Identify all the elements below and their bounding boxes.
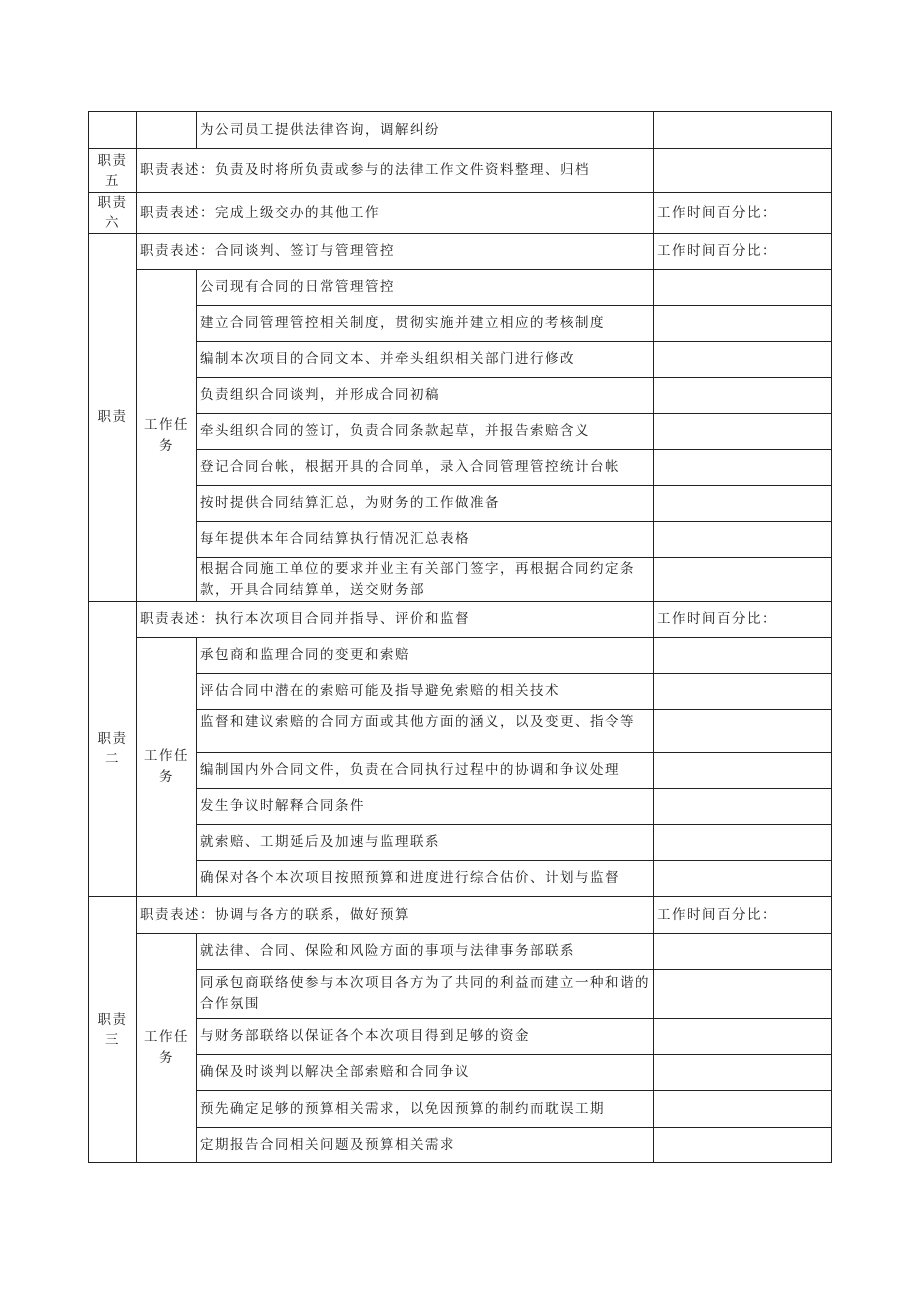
duty-a-time-percent: 工作时间百分比：	[654, 234, 832, 270]
task-cell: 发生争议时解释合同条件	[197, 789, 654, 825]
table-row	[89, 270, 832, 306]
duty2-description: 职责表述：执行本次项目合同并指导、评价和监督	[137, 602, 654, 638]
empty-cell	[137, 112, 197, 149]
table-row	[89, 450, 832, 486]
table-row	[89, 861, 832, 897]
table-row	[89, 753, 832, 789]
empty-cell	[654, 825, 832, 861]
table-row	[89, 825, 832, 861]
table-row	[89, 1055, 832, 1091]
empty-cell	[654, 486, 832, 522]
job-description-table	[88, 111, 832, 1163]
empty-cell	[654, 753, 832, 789]
empty-cell	[654, 270, 832, 306]
table-row	[89, 522, 832, 558]
table-row	[89, 1091, 832, 1128]
empty-cell	[654, 934, 832, 970]
task-cell: 牵头组织合同的签订，负责合同条款起草，并报告索赔含义	[197, 414, 654, 450]
empty-cell	[654, 638, 832, 674]
task-cell: 根据合同施工单位的要求并业主有关部门签字，再根据合同约定条款，开具合同结算单，送交财务部	[197, 558, 654, 602]
task-cell: 编制本次项目的合同文本、并牵头组织相关部门进行修改	[197, 342, 654, 378]
duty5-label: 职责五	[89, 149, 137, 193]
task-cell: 就索赔、工期延后及加速与监理联系	[197, 825, 654, 861]
duty-a-description: 职责表述：合同谈判、签订与管理管控	[137, 234, 654, 270]
empty-cell	[654, 1055, 832, 1091]
task-cell: 确保及时谈判以解决全部索赔和合同争议	[197, 1055, 654, 1091]
task-cell: 负责组织合同谈判，并形成合同初稿	[197, 378, 654, 414]
task-cell: 监督和建议索赔的合同方面或其他方面的涵义，以及变更、指令等	[197, 710, 654, 753]
table-row	[89, 1019, 832, 1055]
empty-cell	[654, 789, 832, 825]
duty6-label: 职责六	[89, 193, 137, 234]
duty6-row	[89, 193, 832, 234]
empty-cell	[654, 1091, 832, 1128]
table-row	[89, 486, 832, 522]
task-cell: 与财务部联络以保证各个本次项目得到足够的资金	[197, 1019, 654, 1055]
duty3-row	[89, 897, 832, 934]
duty5-time-percent	[654, 149, 832, 193]
empty-cell	[654, 970, 832, 1019]
empty-cell	[654, 450, 832, 486]
empty-cell	[654, 861, 832, 897]
duty6-description: 职责表述：完成上级交办的其他工作	[137, 193, 654, 234]
empty-cell	[654, 674, 832, 710]
task-cell: 编制国内外合同文件，负责在合同执行过程中的协调和争议处理	[197, 753, 654, 789]
table-row	[89, 710, 832, 753]
task-cell: 就法律、合同、保险和风险方面的事项与法律事务部联系	[197, 934, 654, 970]
empty-cell	[654, 378, 832, 414]
duty-a-label: 职责	[89, 234, 137, 602]
task-cell: 登记合同台帐，根据开具的合同单，录入合同管理管控统计台帐	[197, 450, 654, 486]
task-cell: 定期报告合同相关问题及预算相关需求	[197, 1128, 654, 1163]
duty5-description: 职责表述：负责及时将所负责或参与的法律工作文件资料整理、归档	[137, 149, 654, 193]
table-row	[89, 789, 832, 825]
duty5-row	[89, 149, 832, 193]
table-row	[89, 558, 832, 602]
duty-a-row	[89, 234, 832, 270]
task-cell: 为公司员工提供法律咨询，调解纠纷	[197, 112, 654, 149]
task-cell: 公司现有合同的日常管理管控	[197, 270, 654, 306]
duty2-time-percent: 工作时间百分比：	[654, 602, 832, 638]
empty-cell	[89, 112, 137, 149]
empty-cell	[654, 558, 832, 602]
duty-a-work-tasks-label: 工作任务	[137, 270, 197, 602]
empty-cell	[654, 112, 832, 149]
task-cell: 建立合同管理管控相关制度，贯彻实施并建立相应的考核制度	[197, 306, 654, 342]
table-row	[89, 378, 832, 414]
table-row	[89, 342, 832, 378]
duty2-work-tasks-label: 工作任务	[137, 638, 197, 897]
duty3-label: 职责三	[89, 897, 137, 1163]
table-row	[89, 306, 832, 342]
duty3-time-percent: 工作时间百分比：	[654, 897, 832, 934]
empty-cell	[654, 414, 832, 450]
task-cell: 确保对各个本次项目按照预算和进度进行综合估价、计划与监督	[197, 861, 654, 897]
duty2-label: 职责二	[89, 602, 137, 897]
task-cell: 每年提供本年合同结算执行情况汇总表格	[197, 522, 654, 558]
table-row	[89, 1128, 832, 1163]
table-row	[89, 970, 832, 1019]
table-row	[89, 638, 832, 674]
table-row	[89, 414, 832, 450]
task-cell: 承包商和监理合同的变更和索赔	[197, 638, 654, 674]
duty2-row	[89, 602, 832, 638]
empty-cell	[654, 710, 832, 753]
duty6-time-percent: 工作时间百分比：	[654, 193, 832, 234]
table-row	[89, 112, 832, 149]
duty3-work-tasks-label: 工作任务	[137, 934, 197, 1163]
empty-cell	[654, 1019, 832, 1055]
empty-cell	[654, 522, 832, 558]
table-row	[89, 674, 832, 710]
empty-cell	[654, 306, 832, 342]
duty3-description: 职责表述：协调与各方的联系，做好预算	[137, 897, 654, 934]
empty-cell	[654, 342, 832, 378]
task-cell: 同承包商联络使参与本次项目各方为了共同的利益而建立一种和谐的合作氛围	[197, 970, 654, 1019]
task-cell: 预先确定足够的预算相关需求，以免因预算的制约而耽误工期	[197, 1091, 654, 1128]
table-row	[89, 934, 832, 970]
empty-cell	[654, 1128, 832, 1163]
task-cell: 按时提供合同结算汇总，为财务的工作做准备	[197, 486, 654, 522]
task-cell: 评估合同中潜在的索赔可能及指导避免索赔的相关技术	[197, 674, 654, 710]
